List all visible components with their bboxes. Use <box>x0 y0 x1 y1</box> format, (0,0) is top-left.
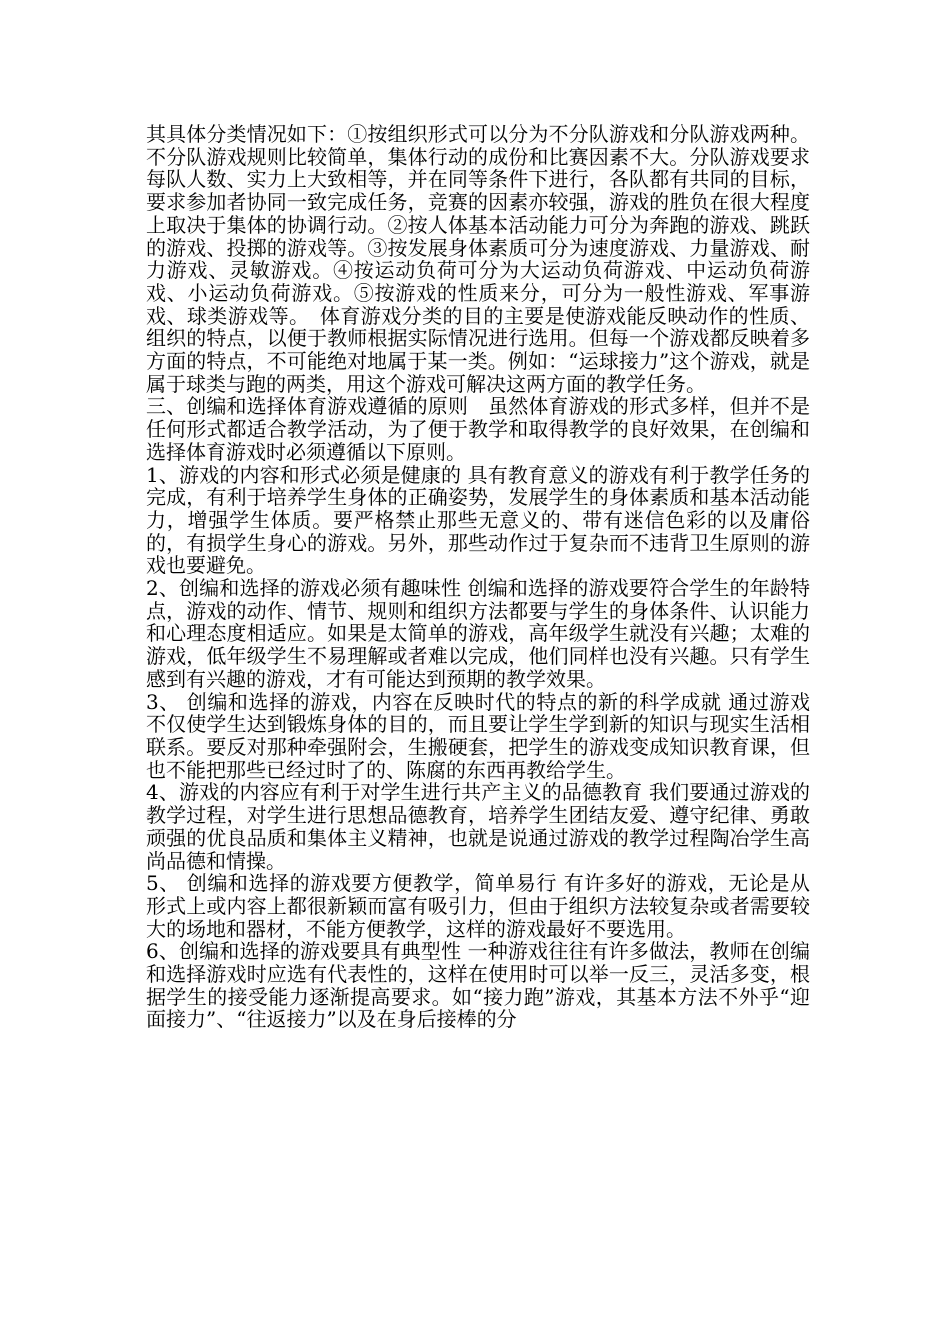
document-body <box>146 123 810 1031</box>
paragraph-principle-1: 1、游戏的内容和形式必须是健康的 具有教育意义的游戏有利于教学任务的完成，有利于培养学生身体的正确姿势，发展学生的身体素质和基本活动能力，增强学生体质。要严格禁止那些无意义的、带有迷信色彩的以及庸俗的，有损学生身心的游戏。另外，那些动作过于复杂而不违背卫生原则的游戏也要避免。 <box>146 462 810 578</box>
paragraph-section-three-principles: 三、创编和选择体育游戏遵循的原则 虽然体育游戏的形式多样，但并不是任何形式都适合教学活动，为了便于教学和取得教学的良好效果，在创编和选择体育游戏时必须遵循以下原则。 <box>146 394 810 464</box>
paragraph-principle-4: 4、游戏的内容应有利于对学生进行共产主义的品德教育 我们要通过游戏的教学过程，对学生进行思想品德教育，培养学生团结友爱、遵守纪律、勇敢顽强的优良品质和集体主义精神，也就是说通过游戏的教学过程陶冶学生高尚品德和情操。 <box>146 780 810 873</box>
paragraph-classification: 其具体分类情况如下：①按组织形式可以分为不分队游戏和分队游戏两种。不分队游戏规则比较简单，集体行动的成份和比赛因素不大。分队游戏要求每队人数、实力上大致相等，并在同等条件下进行，各队都有共同的目标，要求参加者协同一致完成任务，竞赛的因素亦较强，游戏的胜负在很大程度上取决于集体的协调行动。②按人体基本活动能力可分为奔跑的游戏、跳跃的游戏、投掷的游戏等。③按发展身体素质可分为速度游戏、力量游戏、耐力游戏、灵敏游戏。④按运动负荷可分为大运动负荷游戏、中运动负荷游戏、小运动负荷游戏。⑤按游戏的性质来分，可分为一般性游戏、军事游戏、球类游戏等。 体育游戏分类的目的主要是使游戏能反映动作的性质、组织的特点，以便于教师根据实际情况进行选用。但每一个游戏都反映着多方面的特点，不可能绝对地属于某一类。例如：“运球接力”这个游戏，就是属于球类与跑的两类，用这个游戏可解决这两方面的教学任务。 <box>146 122 810 396</box>
paragraph-principle-6: 6、创编和选择的游戏要具有典型性 一种游戏往往有许多做法，教师在创编和选择游戏时应选有代表性的，这样在使用时可以举一反三，灵活多变，根据学生的接受能力逐渐提高要求。如“接力跑”游戏，其基本方法不外乎“迎面接力”、“往返接力”以及在身后接棒的分 <box>146 939 810 1032</box>
paragraph-principle-5: 5、 创编和选择的游戏要方便教学，简单易行 有许多好的游戏，无论是从形式上或内容上都很新颖而富有吸引力，但由于组织方法较复杂或者需要较大的场地和器材，不能方便教学，这样的游戏最好不要选用。 <box>146 871 810 941</box>
paragraph-principle-2: 2、创编和选择的游戏必须有趣味性 创编和选择的游戏要符合学生的年龄特点，游戏的动作、情节、规则和组织方法都要与学生的身体条件、认识能力和心理态度相适应。如果是太简单的游戏，高年级学生就没有兴趣；太难的游戏，低年级学生不易理解或者难以完成，他们同样也没有兴趣。只有学生感到有兴趣的游戏，才有可能达到预期的教学效果。 <box>146 576 810 691</box>
paragraph-principle-3: 3、 创编和选择的游戏，内容在反映时代的特点的新的科学成就 通过游戏不仅使学生达到锻炼身体的目的，而且要让学生学到新的知识与现实生活相联系。要反对那种牵强附会，生搬硬套，把学生的游戏变成知识教育课，但也不能把那些已经过时了的、陈腐的东西再教给学生。 <box>146 689 810 782</box>
